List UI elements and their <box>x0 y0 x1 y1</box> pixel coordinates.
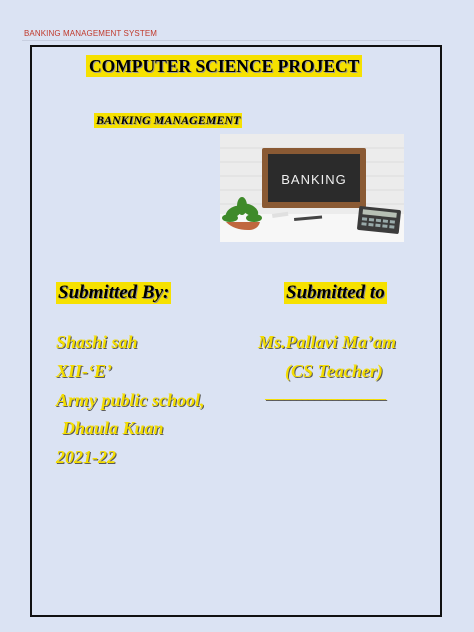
board-text: BANKING <box>281 172 347 187</box>
submitted-by-heading: Submitted By: <box>58 282 170 303</box>
submitted-to-heading: Submitted to <box>286 282 385 303</box>
academic-year: 2021-22 <box>56 447 116 467</box>
student-school: Army public school, <box>56 390 205 410</box>
student-class: XII-‘E’ <box>56 361 113 381</box>
school-location: Dhaula Kuan <box>62 418 164 438</box>
teacher-role: (CS Teacher) <box>285 361 383 381</box>
project-title: COMPUTER SCIENCE PROJECT <box>86 55 362 77</box>
teacher-name: Ms.Pallavi Ma’am <box>258 332 396 352</box>
student-name: Shashi sah <box>56 332 138 352</box>
project-subtitle: BANKING MANAGEMENT <box>96 113 241 127</box>
header-rule <box>22 40 420 41</box>
banking-photo <box>220 134 404 242</box>
running-header: BANKING MANAGEMENT SYSTEM <box>24 29 158 38</box>
signature-line: ____________________ <box>266 387 386 402</box>
banking-illustration <box>220 134 404 242</box>
